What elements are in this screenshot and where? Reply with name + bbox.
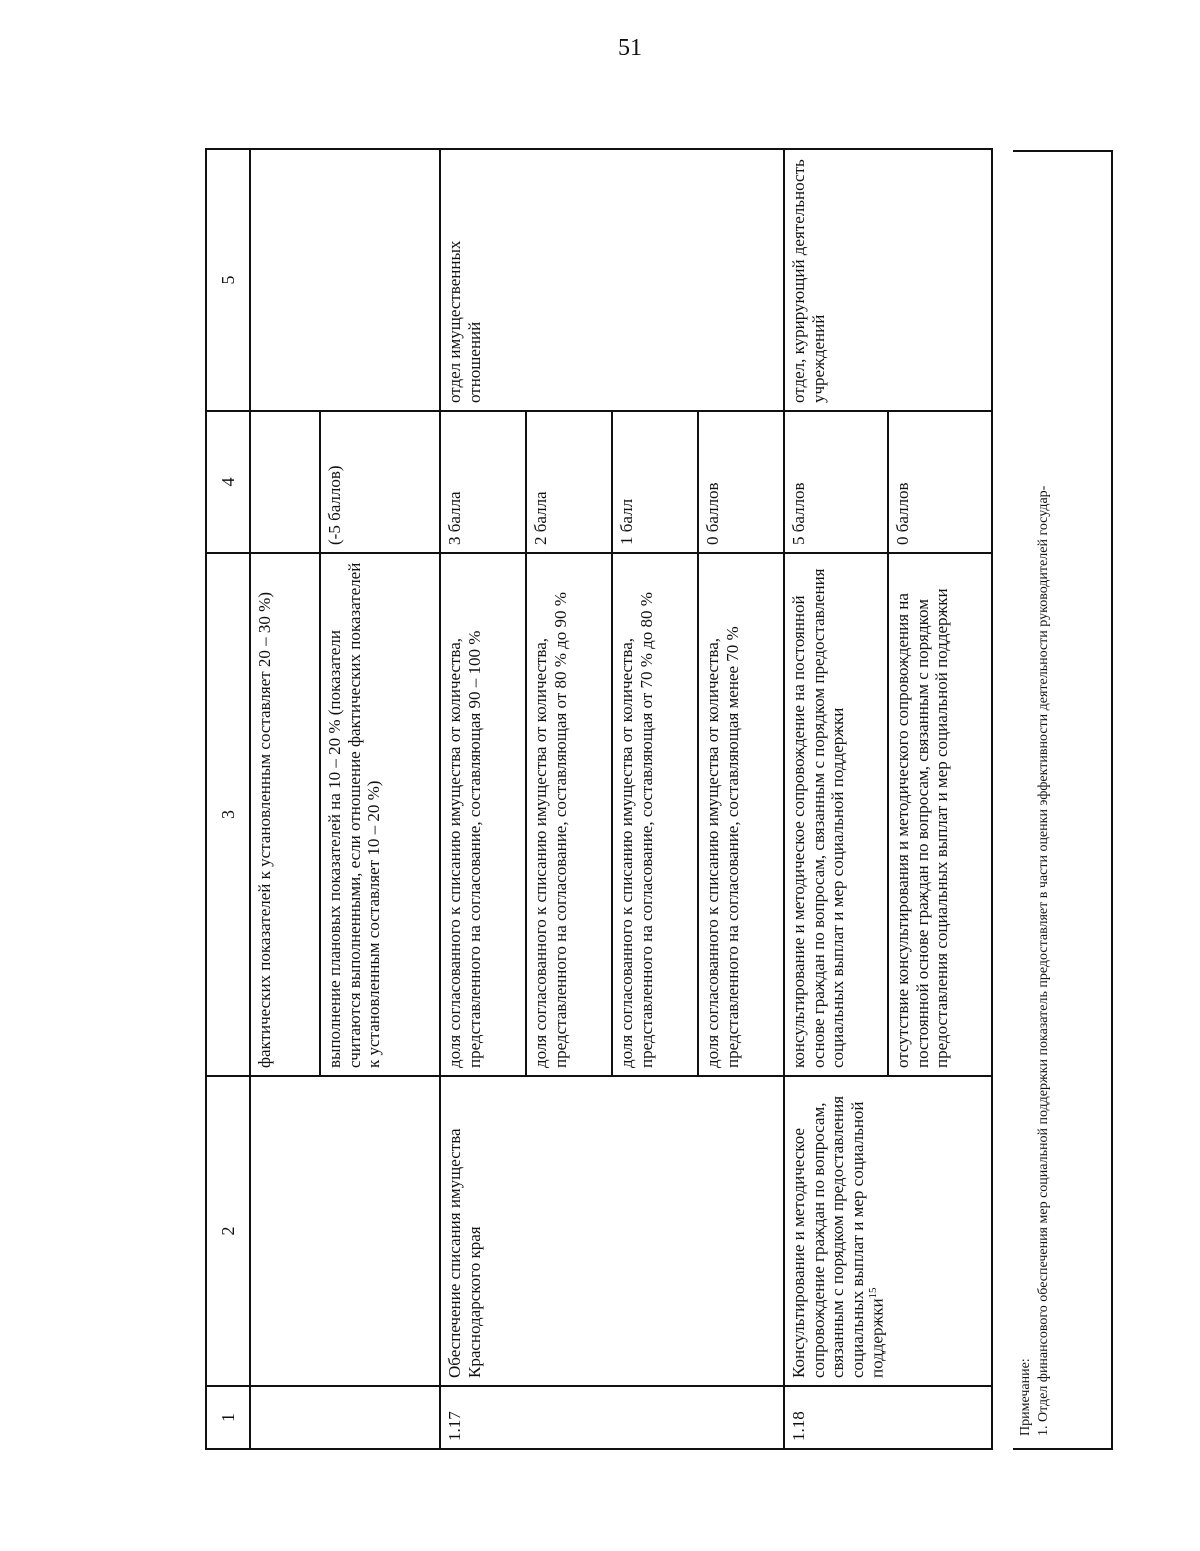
points-cell <box>250 411 320 553</box>
header-col-3: 3 <box>206 553 250 1076</box>
points-cell: 2 балла <box>526 411 612 553</box>
indicator-cell <box>784 1076 992 1386</box>
points-cell: 1 балл <box>612 411 698 553</box>
criterion-cell: выполнение плановых показателей на 10 – 20 % (показатели считаются выполненными, если отношение фактических показателей к установленным составляет 10 – 20 %) <box>320 553 440 1076</box>
cont-indicator-cell <box>250 1076 440 1386</box>
note-text: 1. Отдел финансового обеспечения мер социальной поддержки показатель предоставляет в части оценки эффективности деятельности руководителей государ- <box>1036 485 1052 1436</box>
points-cell: (-5 баллов) <box>320 411 440 553</box>
table-row <box>440 149 526 1449</box>
points-cell: 0 баллов <box>888 411 992 553</box>
criterion-cell: консультирование и методическое сопровождение на постоянной основе граждан по вопросам, связанным с порядком предоставления социальных выплат и мер социальной поддержки <box>784 553 888 1076</box>
header-col-5: 5 <box>206 149 250 411</box>
header-col-2: 2 <box>206 1076 250 1386</box>
criterion-cell: доля согласованного к списанию имущества от количества, представленного на согласование, составляющая менее 70 % <box>698 553 784 1076</box>
note-block <box>1013 150 1113 1450</box>
criteria-table <box>205 148 993 1450</box>
responsible-cell: отдел, курирующий деятельность учреждений <box>784 149 992 411</box>
criterion-cell: фактических показателей к установленным составляет 20 – 30 %) <box>250 553 320 1076</box>
header-col-4: 4 <box>206 411 250 553</box>
points-cell: 3 балла <box>440 411 526 553</box>
row-number: 1.18 <box>784 1386 992 1449</box>
criterion-cell: доля согласованного к списанию имущества от количества, представленного на согласование, составляющая от 70 % до 80 % <box>612 553 698 1076</box>
responsible-cell: отдел имущественных отношений <box>440 149 784 411</box>
criterion-cell: доля согласованного к списанию имущества от количества, представленного на согласование, составляющая от 80 % до 90 % <box>526 553 612 1076</box>
criterion-cell: отсутствие консультирования и методического сопровождения на постоянной основе граждан по вопросам, связанным с порядком предоставления социальных выплат и мер социальной поддержки <box>888 553 992 1076</box>
cont-number-cell <box>250 1386 440 1449</box>
points-cell: 0 баллов <box>698 411 784 553</box>
indicator-text: Консультирование и методическое сопровождение граждан по вопросам, связанным с порядком предоставления социальных выплат и мер социальной поддержки <box>789 1095 887 1378</box>
criterion-cell: доля согласованного к списанию имущества от количества, представленного на согласование, составляющая 90 – 100 % <box>440 553 526 1076</box>
cont-responsible-cell <box>250 149 440 411</box>
page-number: 51 <box>618 35 642 61</box>
indicator-cell: Обеспечение списания имущества Краснодарского края <box>440 1076 784 1386</box>
row-number: 1.17 <box>440 1386 784 1449</box>
header-col-1: 1 <box>206 1386 250 1449</box>
table-row <box>784 149 888 1449</box>
footnote-mark: 15 <box>867 1287 880 1299</box>
table-row <box>250 149 320 1449</box>
table-header-row <box>206 149 250 1449</box>
points-cell: 5 баллов <box>784 411 888 553</box>
note-label: Примечание: <box>1018 1358 1033 1436</box>
rotated-document <box>205 150 1115 1450</box>
